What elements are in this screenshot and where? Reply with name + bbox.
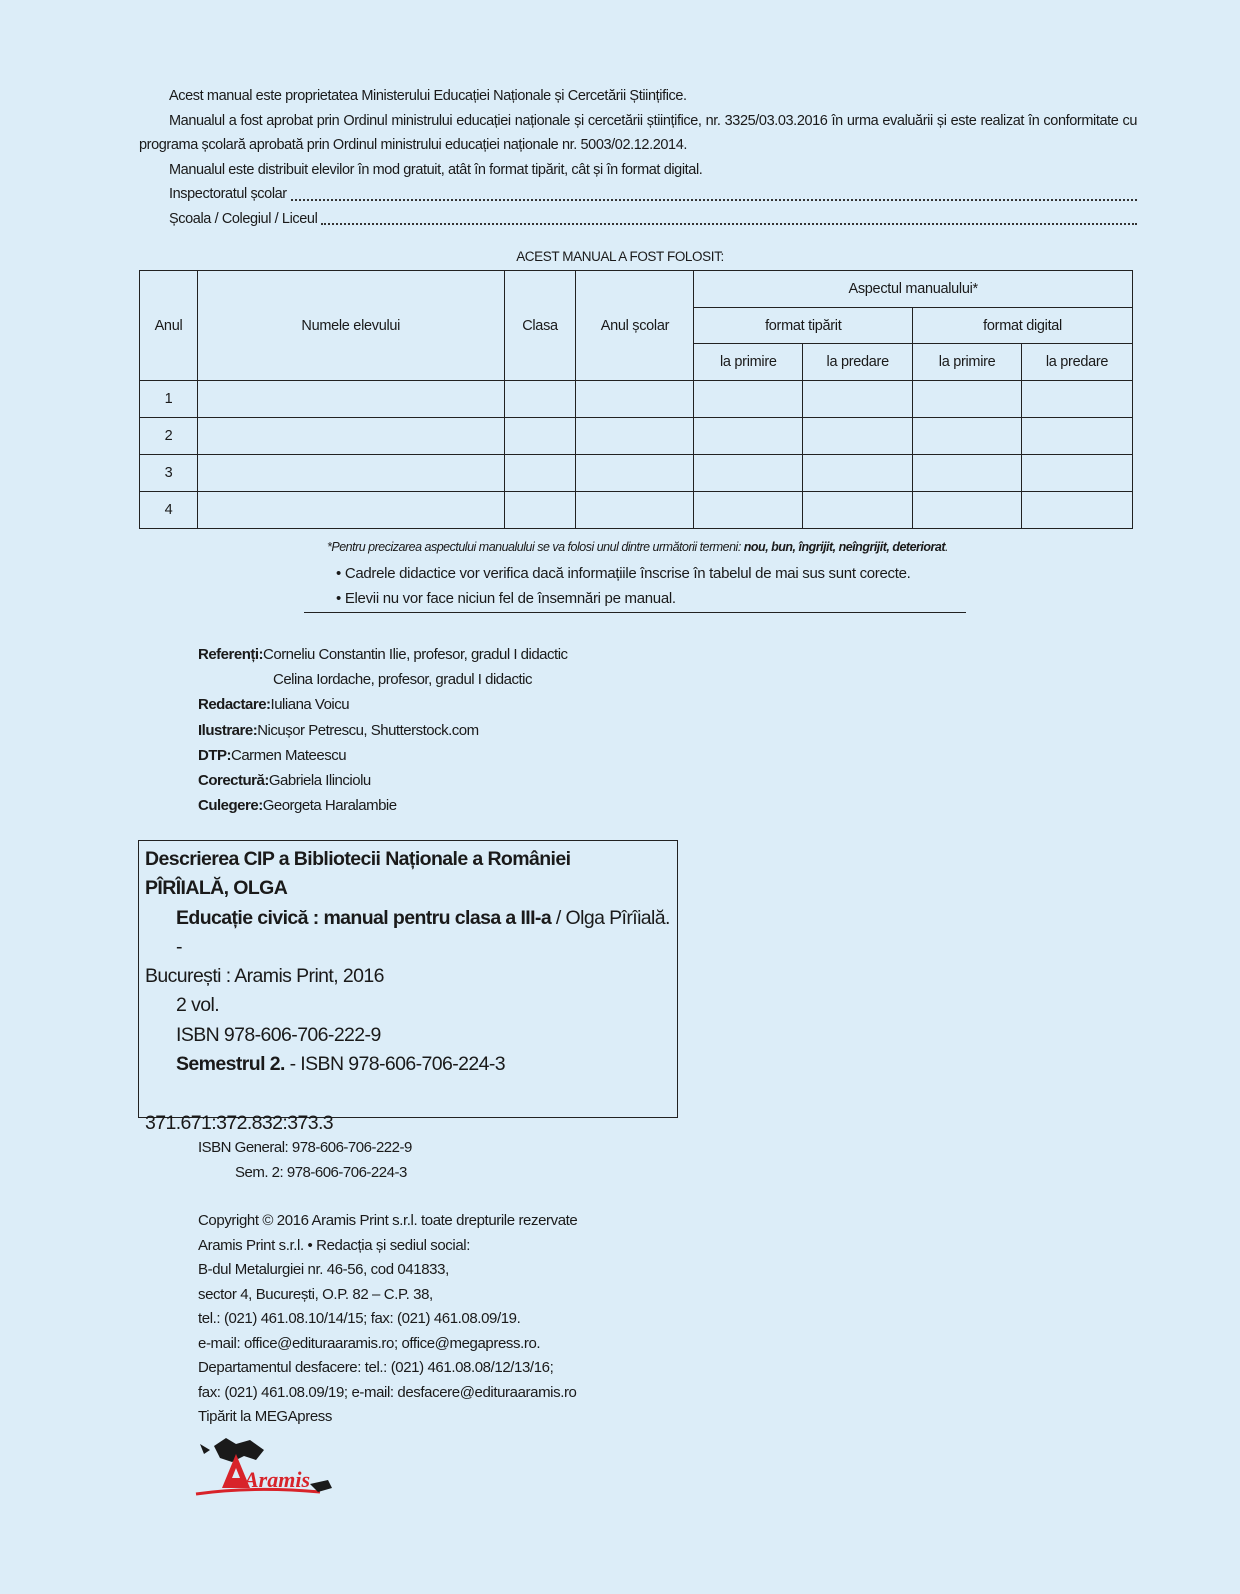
col-header-anul: Anul	[140, 271, 198, 381]
footnote	[0, 540, 1240, 554]
row-number: 3	[140, 455, 198, 492]
empty-cell	[504, 381, 576, 418]
cip-semester: Semestrul 2. - ISBN 978-606-706-224-3	[176, 1053, 506, 1076]
col-header-format-digital: format digital	[913, 308, 1133, 344]
empty-cell	[197, 381, 504, 418]
isbn-general: ISBN General: 978-606-706-222-9	[198, 1139, 412, 1156]
credit-culegere: Culegere:Georgeta Haralambie	[198, 797, 397, 815]
sales-line: Departamentul desfacere: tel.: (021) 461.08.08/12/13/16;	[198, 1359, 554, 1376]
footnote-text: *Pentru precizarea aspectului manualului se va folosi unul dintre următorii termeni:	[327, 540, 744, 554]
divider	[304, 612, 966, 613]
credit-referent-2: Celina Iordache, profesor, gradul I didactic	[273, 671, 532, 689]
cip-vols: 2 vol.	[176, 994, 220, 1017]
table-row	[140, 455, 1133, 492]
note-item: • Elevii nu vor face niciun fel de însemnări pe manual.	[336, 590, 676, 607]
empty-cell	[576, 492, 694, 529]
cip-publisher: București : Aramis Print, 2016	[145, 965, 384, 988]
empty-cell	[694, 492, 803, 529]
cip-heading: Descrierea CIP a Bibliotecii Naționale a României	[145, 848, 571, 870]
empty-cell	[694, 418, 803, 455]
scoala-field	[139, 207, 1137, 232]
credits-block	[198, 642, 568, 818]
cip-cdu: 371.671:372.832:373.3	[145, 1111, 334, 1134]
credit-dtp: DTP:Carmen Mateescu	[198, 746, 347, 764]
col-header-format-tiparit: format tipărit	[694, 308, 913, 344]
address-line: B-dul Metalurgiei nr. 46-56, cod 041833,	[198, 1261, 449, 1278]
isbn-block	[198, 1135, 412, 1185]
row-number: 2	[140, 418, 198, 455]
inspectorat-label: Inspectoratul școlar	[169, 186, 287, 202]
empty-cell	[1022, 381, 1133, 418]
table-row	[140, 381, 1133, 418]
empty-cell	[1022, 418, 1133, 455]
cip-box	[138, 840, 678, 1134]
empty-cell	[913, 492, 1022, 529]
row-number: 4	[140, 492, 198, 529]
empty-cell	[504, 455, 576, 492]
empty-cell	[504, 418, 576, 455]
distribution-line: Manualul este distribuit elevilor în mod gratuit, atât în format tipărit, cât și în format digital.	[169, 161, 703, 178]
row-number: 1	[140, 381, 198, 418]
aramis-logo	[192, 1436, 342, 1506]
empty-cell	[694, 381, 803, 418]
col-header-aspect: Aspectul manualului*	[694, 271, 1133, 308]
col-header-la-predare: la predare	[1022, 344, 1133, 381]
printer-line: Tipărit la MEGApress	[198, 1408, 332, 1425]
isbn-sem2: Sem. 2: 978-606-706-224-3	[235, 1164, 407, 1181]
footnote-terms: nou, bun, îngrijit, neîngrijit, deteriorat	[743, 540, 945, 554]
scoala-label: Școala / Colegiul / Liceul	[169, 210, 318, 227]
ownership-line: Acest manual este proprietatea Ministerului Educației Naționale și Cercetării Științifice.	[169, 88, 687, 104]
empty-cell	[197, 418, 504, 455]
publisher-line: Aramis Print s.r.l. • Redacția și sediul social:	[198, 1236, 470, 1254]
table-row	[140, 418, 1133, 455]
empty-cell	[803, 418, 913, 455]
copyright-line: Copyright © 2016 Aramis Print s.r.l. toate drepturile rezervate	[198, 1212, 578, 1229]
approval-line: Manualul a fost aprobat prin Ordinul ministrului educației naționale și cercetării științifice, nr. 3325/03.03.2016 în urma evaluării și este realizat în conformitate cu programa școlară aprobată prin Ordinul ministrului educației naționale nr. 5003/02.12.2014.	[139, 112, 1137, 153]
col-header-la-primire: la primire	[694, 344, 803, 381]
copyright-block	[198, 1209, 577, 1430]
footnote-end: .	[945, 540, 948, 554]
empty-cell	[504, 492, 576, 529]
col-header-la-primire: la primire	[913, 344, 1022, 381]
logo-text: Aramis	[244, 1467, 311, 1492]
empty-cell	[576, 455, 694, 492]
empty-cell	[913, 418, 1022, 455]
note-item: • Cadrele didactice vor verifica dacă informațiile înscrise în tabelul de mai sus sunt corecte.	[336, 565, 911, 582]
empty-cell	[913, 381, 1022, 418]
credit-ilustrare: Ilustrare:Nicușor Petrescu, Shutterstock.com	[198, 721, 479, 739]
empty-cell	[1022, 492, 1133, 529]
empty-cell	[694, 455, 803, 492]
table-row	[140, 492, 1133, 529]
email-line: e-mail: office@edituraaramis.ro; office@megapress.ro.	[198, 1334, 541, 1352]
credit-corectura: Corectură:Gabriela Ilinciolu	[198, 772, 371, 790]
empty-cell	[576, 418, 694, 455]
col-header-numele: Numele elevului	[197, 271, 504, 381]
intro-block	[139, 84, 1137, 231]
empty-cell	[197, 492, 504, 529]
empty-cell	[913, 455, 1022, 492]
col-header-la-predare: la predare	[803, 344, 913, 381]
empty-cell	[803, 492, 913, 529]
empty-cell	[576, 381, 694, 418]
cip-title: Educație civică : manual pentru clasa a III-a / Olga Pîrîială. -	[176, 906, 670, 958]
col-header-anul-scolar: Anul școlar	[576, 271, 694, 381]
col-header-clasa: Clasa	[504, 271, 576, 381]
table-title: ACEST MANUAL A FOST FOLOSIT:	[516, 249, 724, 264]
address-line: sector 4, București, O.P. 82 – C.P. 38,	[198, 1285, 433, 1303]
inspectorat-field	[139, 182, 1137, 207]
notes-list	[336, 561, 911, 611]
empty-cell	[1022, 455, 1133, 492]
credit-referenti: Referenți:Corneliu Constantin Ilie, profesor, gradul I didactic	[198, 646, 568, 663]
cip-author: PÎRÎIALĂ, OLGA	[145, 877, 288, 900]
empty-cell	[197, 455, 504, 492]
phone-line: tel.: (021) 461.08.10/14/15; fax: (021) 461.08.09/19.	[198, 1310, 521, 1327]
credit-redactare: Redactare:Iuliana Voicu	[198, 696, 350, 714]
usage-table	[139, 270, 1133, 529]
sales-line: fax: (021) 461.08.09/19; e-mail: desfacere@edituraaramis.ro	[198, 1383, 577, 1401]
cip-isbn: ISBN 978-606-706-222-9	[176, 1023, 381, 1046]
empty-cell	[803, 381, 913, 418]
empty-cell	[803, 455, 913, 492]
